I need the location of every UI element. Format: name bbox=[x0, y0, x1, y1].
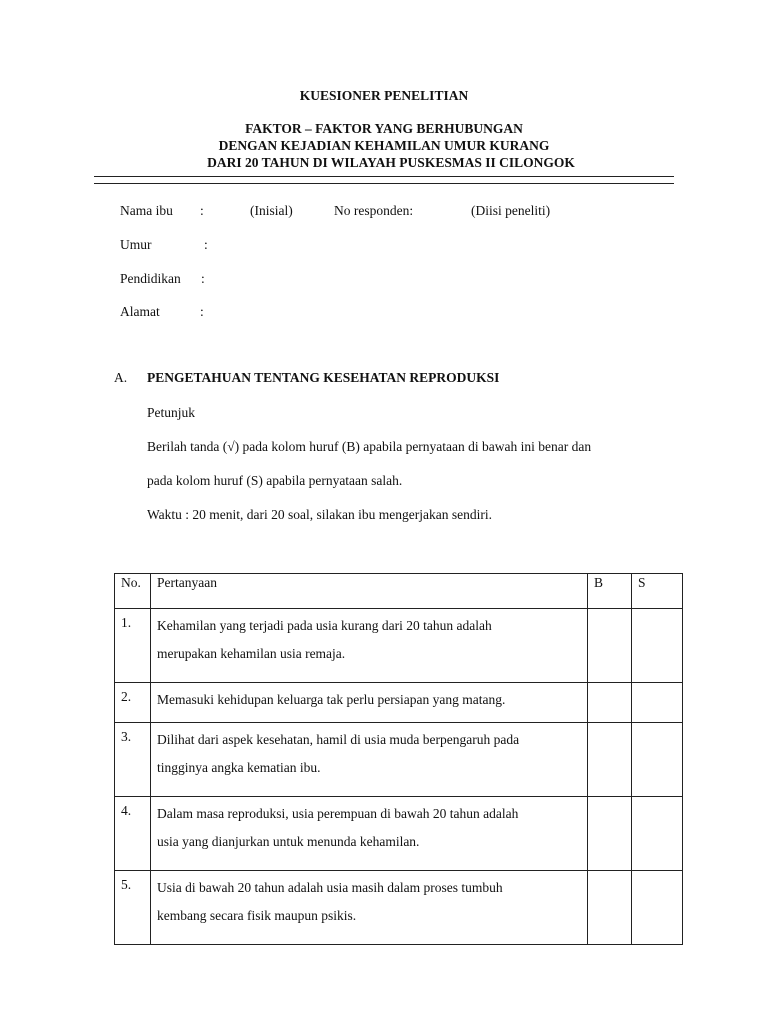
question-line-2: usia yang dianjurkan untuk menunda kehamilan. bbox=[157, 834, 420, 849]
question-table bbox=[114, 573, 683, 945]
no-responden-hint: (Diisi peneliti) bbox=[471, 203, 551, 218]
answer-s-cell[interactable] bbox=[632, 683, 683, 723]
nama-ibu-hint: (Inisial) bbox=[250, 203, 293, 218]
header-rule-bottom bbox=[94, 183, 674, 184]
section-letter: A. bbox=[114, 370, 128, 385]
row-number: 3. bbox=[115, 723, 151, 797]
document-title: KUESIONER PENELITIAN bbox=[299, 88, 469, 103]
nama-ibu-label: Nama ibu bbox=[120, 203, 173, 218]
question-line-1: Usia di bawah 20 tahun adalah usia masih dalam proses tumbuh bbox=[157, 880, 503, 895]
instruction-line-1: Berilah tanda (√) pada kolom huruf (B) apabila pernyataan di bawah ini benar dan bbox=[147, 439, 592, 454]
question-line-1: Memasuki kehidupan keluarga tak perlu persiapan yang matang. bbox=[157, 692, 506, 707]
answer-s-cell[interactable] bbox=[632, 871, 683, 945]
table-row bbox=[115, 723, 683, 797]
header-b: B bbox=[588, 574, 632, 609]
table-row bbox=[115, 609, 683, 683]
umur-colon: : bbox=[204, 237, 208, 252]
answer-b-cell[interactable] bbox=[588, 609, 632, 683]
table-row bbox=[115, 797, 683, 871]
question-text bbox=[151, 723, 588, 797]
umur-label: Umur bbox=[120, 237, 152, 252]
question-text bbox=[151, 797, 588, 871]
question-text bbox=[151, 683, 588, 723]
subtitle-line-2: DENGAN KEJADIAN KEHAMILAN UMUR KURANG bbox=[218, 138, 550, 153]
question-line-1: Dalam masa reproduksi, usia perempuan di bawah 20 tahun adalah bbox=[157, 806, 519, 821]
no-responden-label: No responden: bbox=[334, 203, 414, 218]
nama-ibu-colon: : bbox=[200, 203, 204, 218]
table-row bbox=[115, 871, 683, 945]
answer-s-cell[interactable] bbox=[632, 797, 683, 871]
pendidikan-label: Pendidikan bbox=[120, 271, 181, 286]
answer-b-cell[interactable] bbox=[588, 683, 632, 723]
header-no: No. bbox=[115, 574, 151, 609]
alamat-label: Alamat bbox=[120, 304, 160, 319]
answer-b-cell[interactable] bbox=[588, 797, 632, 871]
answer-s-cell[interactable] bbox=[632, 723, 683, 797]
row-number: 4. bbox=[115, 797, 151, 871]
question-line-2: merupakan kehamilan usia remaja. bbox=[157, 646, 346, 661]
question-line-2: tingginya angka kematian ibu. bbox=[157, 760, 321, 775]
waktu-text: Waktu : 20 menit, dari 20 soal, silakan ibu mengerjakan sendiri. bbox=[147, 507, 492, 522]
question-line-2: kembang secara fisik maupun psikis. bbox=[157, 908, 357, 923]
pendidikan-colon: : bbox=[201, 271, 205, 286]
question-text bbox=[151, 609, 588, 683]
alamat-colon: : bbox=[200, 304, 204, 319]
subtitle-line-1: FAKTOR – FAKTOR YANG BERHUBUNGAN bbox=[245, 121, 523, 136]
answer-s-cell[interactable] bbox=[632, 609, 683, 683]
row-number: 5. bbox=[115, 871, 151, 945]
header-rule-top bbox=[94, 176, 674, 177]
subtitle-line-3: DARI 20 TAHUN DI WILAYAH PUSKESMAS II CILONGOK bbox=[207, 155, 575, 170]
question-text bbox=[151, 871, 588, 945]
answer-b-cell[interactable] bbox=[588, 723, 632, 797]
section-heading: PENGETAHUAN TENTANG KESEHATAN REPRODUKSI bbox=[147, 370, 500, 385]
header-question: Pertanyaan bbox=[151, 574, 588, 609]
header-s: S bbox=[632, 574, 683, 609]
table-header-row bbox=[115, 574, 683, 609]
petunjuk-label: Petunjuk bbox=[147, 405, 196, 420]
row-number: 2. bbox=[115, 683, 151, 723]
answer-b-cell[interactable] bbox=[588, 871, 632, 945]
table-row bbox=[115, 683, 683, 723]
instruction-line-2: pada kolom huruf (S) apabila pernyataan salah. bbox=[147, 473, 403, 488]
question-line-1: Dilihat dari aspek kesehatan, hamil di usia muda berpengaruh pada bbox=[157, 732, 520, 747]
row-number: 1. bbox=[115, 609, 151, 683]
question-line-1: Kehamilan yang terjadi pada usia kurang dari 20 tahun adalah bbox=[157, 618, 492, 633]
